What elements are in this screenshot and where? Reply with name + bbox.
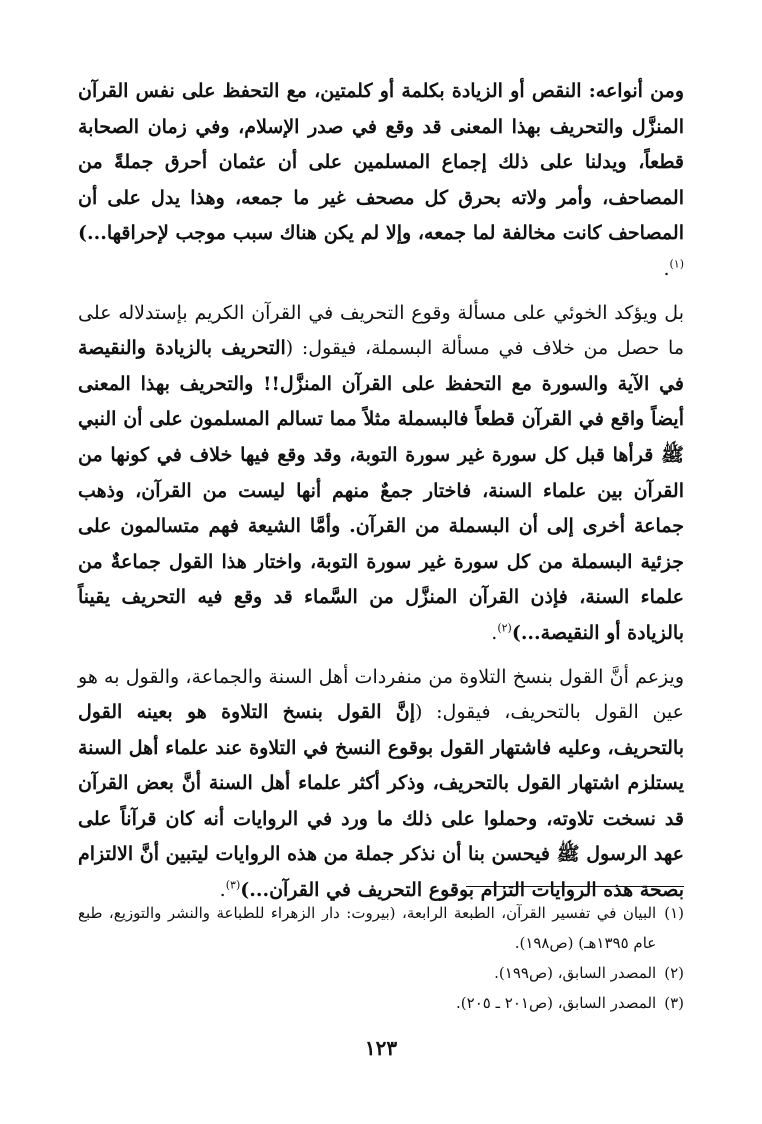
footnote-3-number: (٣) [664, 994, 684, 1012]
footnote-3 [78, 988, 684, 1018]
footnote-1 [78, 898, 684, 958]
footnote-1-text: البيان في تفسير القرآن، الطبعة الرابعة، (بيروت: دار الزهراء للطباعة والنشر والتوزيع، طبع عام ١٣٩٥هـ) (ص١٩٨). [78, 904, 657, 952]
page-number: ١٢٣ [364, 1036, 398, 1060]
footnote-separator [466, 886, 684, 887]
footnote-2-text: المصدر السابق، (ص١٩٩). [494, 964, 657, 982]
paragraph-2-intro: بل ويؤكد الخوئي على مسألة وقوع التحريف في القرآن الكريم بإستدلاله على ما حصل من خلاف في مسألة البسملة، فيقول: ( [78, 301, 685, 360]
footnote-2 [78, 958, 684, 988]
footnote-ref-2[interactable]: (٢) [497, 621, 512, 635]
main-text [78, 74, 684, 917]
footnote-2-number: (٢) [664, 964, 684, 982]
footnote-3-text: المصدر السابق، (ص٢٠١ ـ ٢٠٥). [456, 994, 657, 1012]
paragraph-2 [78, 296, 684, 652]
footnote-ref-3[interactable]: (٣) [225, 878, 241, 892]
paragraph-2-quote: التحريف بالزيادة والنقيصة في الآية والسورة مع التحفظ على القرآن المنزَّل!! والتحريف بهذا المعنى أيضاً واقع في القرآن قطعاً فالبسملة مثلاً مما تسالم المسلمون على أن النبي ﷺ قرأها قبل كل سورة غير سورة التوبة، وقد وقع فيها خلاف في كونها من القرآن بين علماء السنة، فاختار جمعٌ منهم أنها ليست من القرآن، وذهب جماعة أخرى إلى أن البسملة من القرآن. وأمَّا الشيعة فهم متسالمون على جزئية البسملة من كل سورة غير سورة التوبة، واختار هذا القول جماعةٌ من علماء السنة، فإذن القرآن المنزَّل من السَّماء قد وقع فيه التحريف يقيناً بالزيادة أو النقيصة...) [78, 337, 684, 644]
paragraph-3-end: . [219, 879, 226, 902]
paragraph-1-quote: ومن أنواعه: النقص أو الزيادة بكلمة أو كلمتين، مع التحفظ على نفس القرآن المنزَّل والتحريف بهذا المعنى قد وقع في صدر الإسلام، وفي زمان الصحابة قطعاً، ويدلنا على ذلك إجماع المسلمين على أن عثمان أحرق جملةً من المصاحف، وأمر ولاته بحرق كل مصحف غير ما جمعه، وهذا يدل على أن المصاحف كانت مخالفة لما جمعه، وإلا لم يكن هناك سبب موجب لإحراقها...) [78, 80, 684, 245]
paragraph-1 [78, 74, 684, 288]
footnotes [78, 898, 684, 1018]
paragraph-3 [78, 660, 684, 909]
paragraph-1-end: . [663, 257, 670, 280]
paragraph-3-quote: إنَّ القول بنسخ التلاوة هو بعينه القول بالتحريف، وعليه فاشتهار القول بوقوع النسخ في التلاوة عند علماء أهل السنة يستلزم اشتهار القول بالتحريف، وذكر أكثر علماء أهل السنة أنَّ بعض القرآن قد نسخت تلاوته، وحملوا على ذلك ما ورد في الروايات أنه كان قرآناً على عهد الرسول ﷺ فيحسن بنا أن نذكر جملة من هذه الروايات ليتبين أنَّ الالتزام بصحة هذه الروايات التزام بوقوع التحريف في القرآن...) [78, 701, 684, 902]
paragraph-2-end: . [491, 621, 498, 644]
footnote-1-number: (١) [664, 904, 684, 922]
paragraph-3-intro: ويزعم أنَّ القول بنسخ التلاوة من منفردات أهل السنة والجماعة، والقول به هو عين القول بالتحريف، فيقول: ( [78, 665, 684, 724]
footnote-ref-1[interactable]: (١) [669, 257, 684, 271]
